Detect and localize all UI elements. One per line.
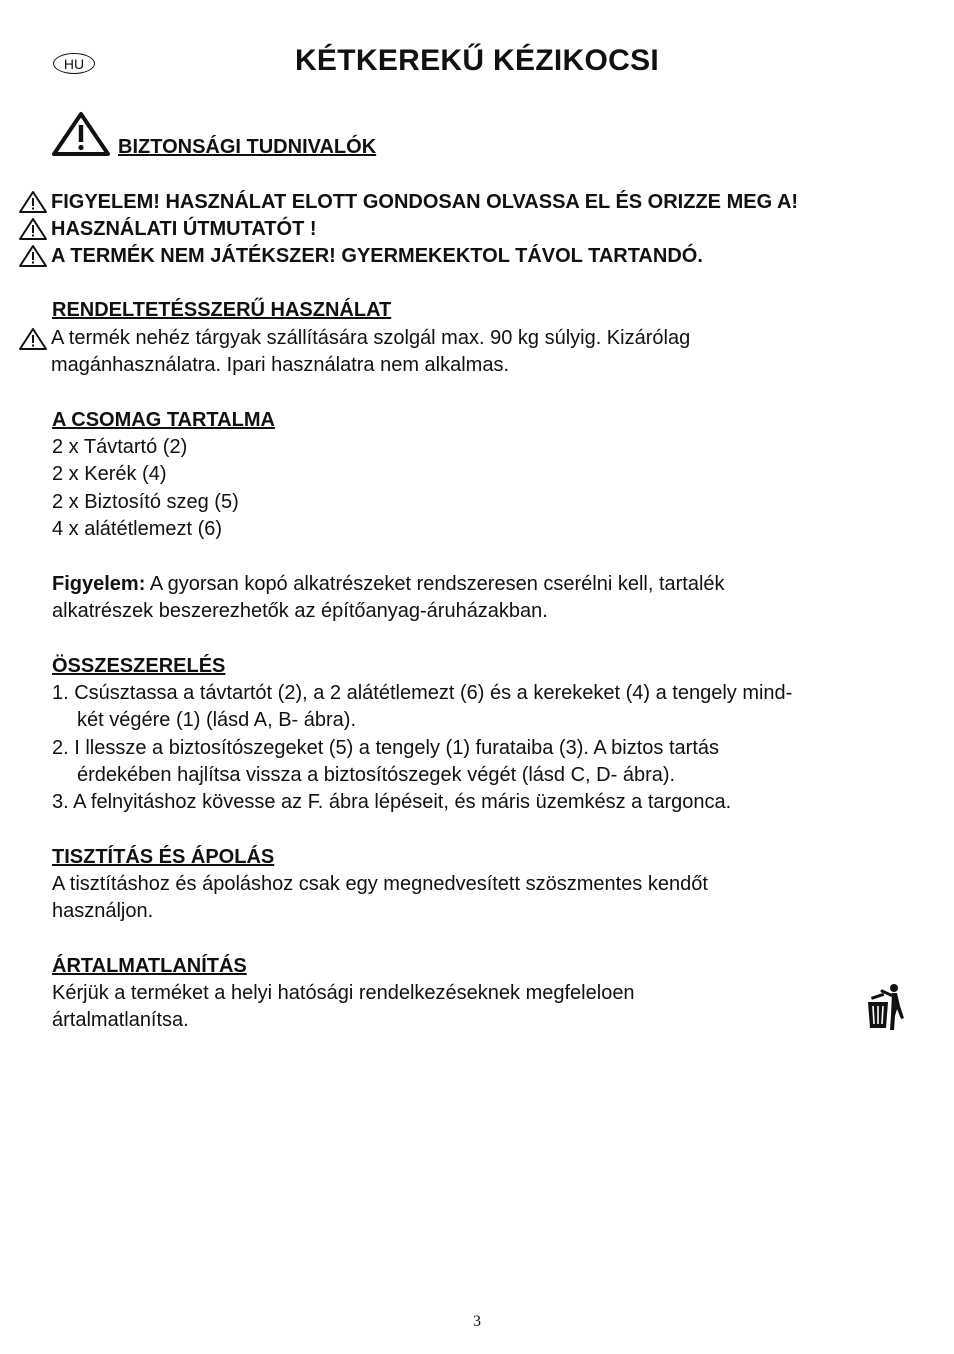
- step-line: 3. A felnyitáshoz kövesse az F. ábra lépéseit, és máris üzemkész a targonca.: [52, 791, 732, 814]
- safety-warning-text: A TERMÉK NEM JÁTÉKSZER! GYERMEKEKTOL TÁVOL TARTANDÓ.: [51, 244, 703, 267]
- step-line: érdekében hajlítsa vissza a biztosítószegek végét (lásd C, D- ábra).: [77, 763, 676, 786]
- waste-bin-icon: [864, 982, 908, 1032]
- list-item: 2 x Biztosító szeg (5): [52, 490, 239, 513]
- note-text: A gyorsan kopó alkatrészeket rendszeresen cserélni kell, tartalék: [145, 573, 725, 595]
- assembly-step: [52, 680, 792, 735]
- safety-warning: [18, 217, 317, 241]
- intended-use-paragraph: [18, 325, 690, 380]
- cleaning-heading: TISZTÍTÁS ÉS ÁPOLÁS: [52, 846, 275, 868]
- note-paragraph: [52, 571, 725, 626]
- step-line: két végére (1) (lásd A, B- ábra).: [77, 709, 357, 732]
- safety-heading: BIZTONSÁGI TUDNIVALÓK: [118, 136, 377, 158]
- page-number: 3: [473, 1313, 481, 1330]
- assembly-heading: ÖSSZESZERELÉS: [52, 655, 226, 677]
- safety-warning: [18, 244, 703, 268]
- page-title: KÉTKEREKŰ KÉZIKOCSI: [294, 44, 660, 77]
- intended-use-line: magánhasználatra. Ipari használatra nem alkalmas.: [51, 354, 510, 377]
- list-item: 4 x alátétlemezt (6): [52, 517, 223, 540]
- disposal-line: Kérjük a terméket a helyi hatósági rendelkezéseknek megfeleloen: [52, 982, 635, 1004]
- note-label: Figyelem:: [52, 573, 146, 595]
- safety-warning: [18, 190, 798, 214]
- assembly-step: [52, 789, 792, 816]
- language-badge: HU: [53, 53, 95, 74]
- warning-triangle-icon: [18, 244, 48, 268]
- package-list: [52, 434, 239, 543]
- warning-triangle-icon: [18, 327, 48, 351]
- step-line: 2. I llessze a biztosítószegeket (5) a tengely (1) furataiba (3). A biztos tartás: [52, 736, 719, 759]
- warning-triangle-icon: [18, 217, 48, 241]
- cleaning-line: használjon.: [52, 900, 154, 923]
- assembly-steps: [52, 680, 792, 816]
- warning-triangle-icon: [51, 111, 111, 157]
- note-text: alkatrészek beszerezhetők az építőanyag-áruházakban.: [52, 600, 548, 623]
- safety-warning-text: HASZNÁLATI ÚTMUTATÓT !: [51, 217, 317, 240]
- intended-use-heading: RENDELTETÉSSZERŰ HASZNÁLAT: [52, 299, 392, 321]
- safety-warning-text: FIGYELEM! HASZNÁLAT ELOTT GONDOSAN OLVASSA EL ÉS ORIZZE MEG A!: [51, 190, 799, 213]
- intended-use-line: A termék nehéz tárgyak szállítására szolgál max. 90 kg súlyig. Kizárólag: [51, 327, 691, 349]
- assembly-step: [52, 735, 792, 790]
- package-heading: A CSOMAG TARTALMA: [52, 409, 275, 431]
- list-item: 2 x Kerék (4): [52, 463, 167, 486]
- cleaning-line: A tisztításhoz és ápoláshoz csak egy megnedvesített szöszmentes kendőt: [52, 873, 708, 895]
- cleaning-paragraph: [52, 871, 708, 926]
- warning-triangle-icon: [18, 190, 48, 214]
- disposal-line: ártalmatlanítsa.: [52, 1009, 189, 1032]
- disposal-paragraph: [52, 980, 635, 1035]
- step-line: 1. Csúsztassa a távtartót (2), a 2 alátétlemezt (6) és a kerekeket (4) a tengely mind-: [52, 682, 793, 704]
- list-item: 2 x Távtartó (2): [52, 436, 188, 458]
- disposal-heading: ÁRTALMATLANÍTÁS: [52, 955, 247, 977]
